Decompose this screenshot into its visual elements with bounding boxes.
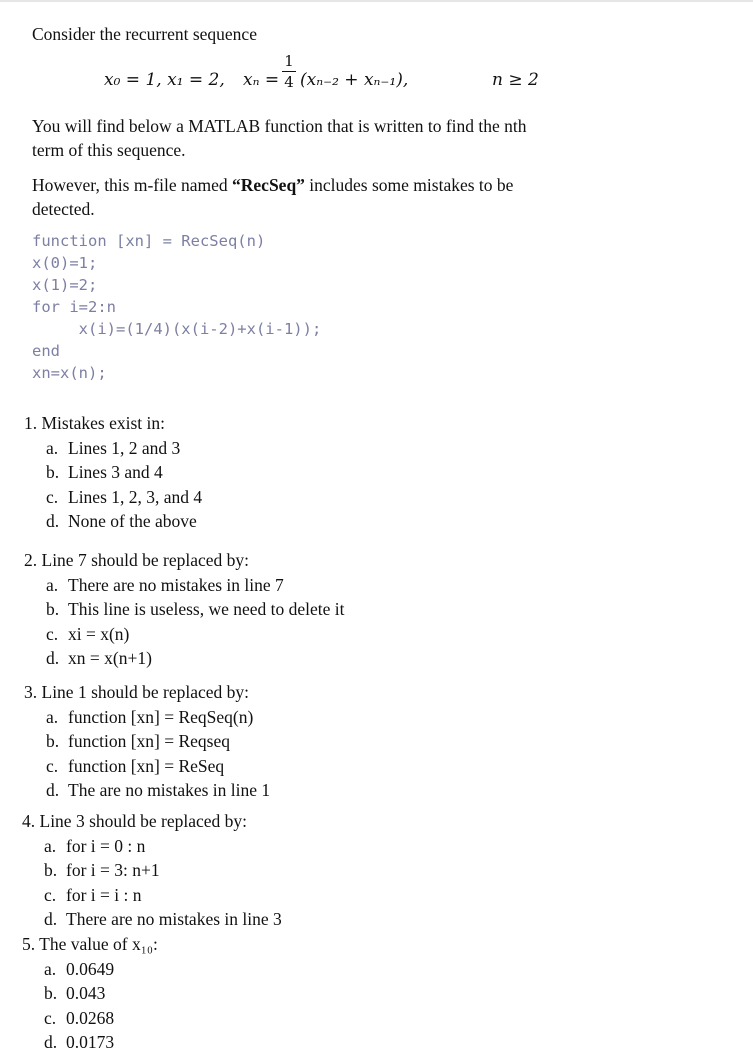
option-2d[interactable]: d. xn = x(n+1): [46, 648, 152, 668]
code-line-5: x(i)=(1/4)(x(i-2)+x(i-1));: [32, 320, 322, 338]
code-line-3: x(1)=2;: [32, 276, 98, 294]
option-5d[interactable]: d. 0.0173: [44, 1032, 115, 1052]
option-4a[interactable]: a. for i = 0 : n: [44, 835, 146, 856]
code-line-7: xn=x(n);: [32, 364, 107, 382]
question-1-stem: 1. Mistakes exist in:: [24, 413, 165, 433]
option-3b[interactable]: b. function [xn] = Reqseq: [46, 731, 230, 751]
equation-condition: n ≥ 2: [492, 70, 539, 90]
option-4d[interactable]: d. There are no mistakes in line 3: [44, 909, 282, 929]
option-5b[interactable]: b. 0.043: [44, 983, 106, 1003]
fraction-numerator: 1: [284, 52, 294, 70]
description-line-2: term of this sequence.: [32, 140, 186, 160]
mfile-name: “RecSeq”: [232, 175, 305, 195]
fraction-denominator: 4: [284, 73, 294, 91]
mfile-note-line-2: detected.: [32, 199, 95, 219]
option-5a[interactable]: a. 0.0649: [44, 958, 115, 979]
question-4: [22, 809, 282, 932]
option-1a[interactable]: a. Lines 1, 2 and 3: [46, 437, 181, 458]
option-4c[interactable]: c. for i = i : n: [44, 884, 142, 905]
option-1b[interactable]: b. Lines 3 and 4: [46, 462, 163, 482]
mfile-note-pre: However, this m-file named: [32, 175, 233, 195]
equation-rhs: (xₙ₋₂ + xₙ₋₁),: [300, 70, 409, 90]
question-1: [24, 411, 202, 534]
question-5-stem: 5. The value of x₁₀:: [22, 934, 158, 954]
option-3a[interactable]: a. function [xn] = ReqSeq(n): [46, 706, 254, 727]
code-line-6: end: [32, 342, 60, 360]
question-4-stem: 4. Line 3 should be replaced by:: [22, 811, 248, 831]
option-1c[interactable]: c. Lines 1, 2, 3, and 4: [46, 486, 203, 507]
question-3: [24, 680, 270, 803]
question-2: [24, 548, 345, 671]
option-2b[interactable]: b. This line is useless, we need to delete it: [46, 599, 345, 619]
description-line-1: You will find below a MATLAB function that is written to find the nth: [32, 116, 527, 136]
code-line-1: function [xn] = RecSeq(n): [32, 232, 266, 250]
option-4b[interactable]: b. for i = 3: n+1: [44, 860, 160, 880]
option-5c[interactable]: c. 0.0268: [44, 1007, 115, 1028]
mfile-note: [32, 173, 513, 197]
code-line-4: for i=2:n: [32, 298, 116, 316]
mfile-note-post: includes some mistakes to be: [304, 175, 514, 195]
code-block: [32, 230, 321, 384]
top-border: [0, 0, 753, 2]
equation-initial-values: x₀ = 1, x₁ = 2,: [104, 70, 225, 90]
question-2-stem: 2. Line 7 should be replaced by:: [24, 550, 250, 570]
option-2a[interactable]: a. There are no mistakes in line 7: [46, 574, 284, 595]
option-3d[interactable]: d. The are no mistakes in line 1: [46, 780, 271, 800]
question-5: [22, 932, 158, 1055]
option-2c[interactable]: c. xi = x(n): [46, 623, 130, 644]
intro-text: Consider the recurrent sequence: [32, 24, 257, 44]
equation-lhs: xₙ =: [243, 70, 280, 90]
option-1d[interactable]: d. None of the above: [46, 511, 197, 531]
option-3c[interactable]: c. function [xn] = ReSeq: [46, 755, 225, 776]
question-3-stem: 3. Line 1 should be replaced by:: [24, 682, 250, 702]
code-line-2: x(0)=1;: [32, 254, 98, 272]
equation-fraction: [282, 52, 296, 102]
